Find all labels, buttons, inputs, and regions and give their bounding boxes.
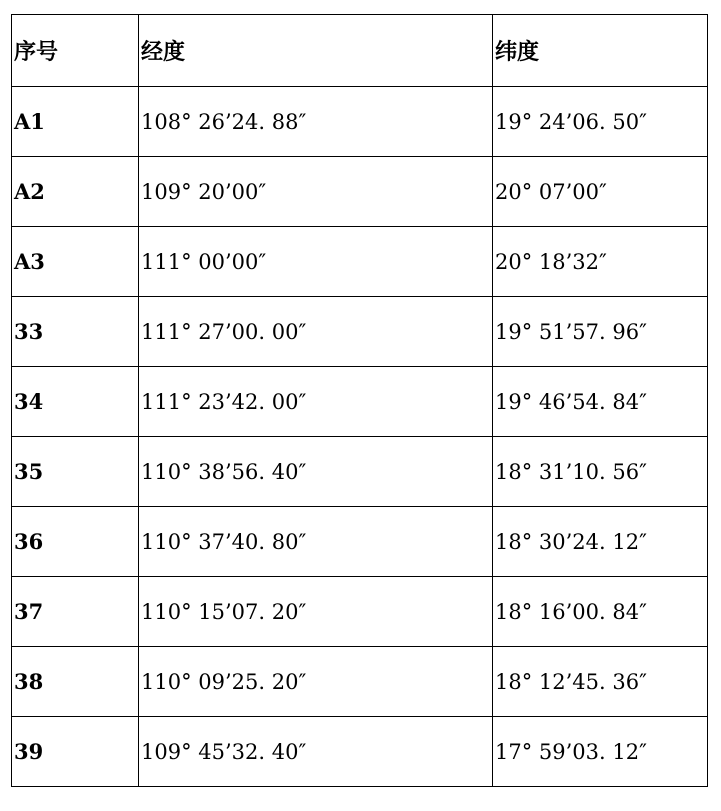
header-latitude: 纬度 [493, 15, 708, 87]
row-latitude: 19° 51’57. 96″ [493, 297, 708, 367]
table-row [12, 157, 708, 227]
row-id: 34 [12, 367, 139, 437]
row-longitude: 111° 00’00″ [139, 227, 493, 297]
row-id: A1 [12, 87, 139, 157]
row-latitude: 18° 30’24. 12″ [493, 507, 708, 577]
header-longitude: 经度 [139, 15, 493, 87]
row-latitude: 19° 46’54. 84″ [493, 367, 708, 437]
row-latitude: 19° 24’06. 50″ [493, 87, 708, 157]
row-latitude: 18° 12’45. 36″ [493, 647, 708, 717]
row-longitude: 111° 27’00. 00″ [139, 297, 493, 367]
header-index: 序号 [12, 15, 139, 87]
table-row [12, 507, 708, 577]
row-id: 36 [12, 507, 139, 577]
row-longitude: 109° 20’00″ [139, 157, 493, 227]
table-row [12, 297, 708, 367]
row-longitude: 108° 26’24. 88″ [139, 87, 493, 157]
table-row [12, 87, 708, 157]
row-id: 37 [12, 577, 139, 647]
table-row [12, 227, 708, 297]
row-longitude: 109° 45’32. 40″ [139, 717, 493, 787]
row-latitude: 17° 59’03. 12″ [493, 717, 708, 787]
table-row [12, 437, 708, 507]
row-latitude: 18° 16’00. 84″ [493, 577, 708, 647]
row-latitude: 20° 18’32″ [493, 227, 708, 297]
table-row [12, 577, 708, 647]
row-id: 33 [12, 297, 139, 367]
row-longitude: 110° 38’56. 40″ [139, 437, 493, 507]
table-row [12, 647, 708, 717]
row-longitude: 111° 23’42. 00″ [139, 367, 493, 437]
row-longitude: 110° 15’07. 20″ [139, 577, 493, 647]
table-row [12, 367, 708, 437]
row-id: A3 [12, 227, 139, 297]
row-id: 35 [12, 437, 139, 507]
table-row [12, 717, 708, 787]
row-latitude: 20° 07’00″ [493, 157, 708, 227]
row-longitude: 110° 37’40. 80″ [139, 507, 493, 577]
table-header-row [12, 15, 708, 87]
row-id: A2 [12, 157, 139, 227]
row-longitude: 110° 09’25. 20″ [139, 647, 493, 717]
row-id: 38 [12, 647, 139, 717]
coordinates-table [11, 14, 708, 787]
row-latitude: 18° 31’10. 56″ [493, 437, 708, 507]
row-id: 39 [12, 717, 139, 787]
